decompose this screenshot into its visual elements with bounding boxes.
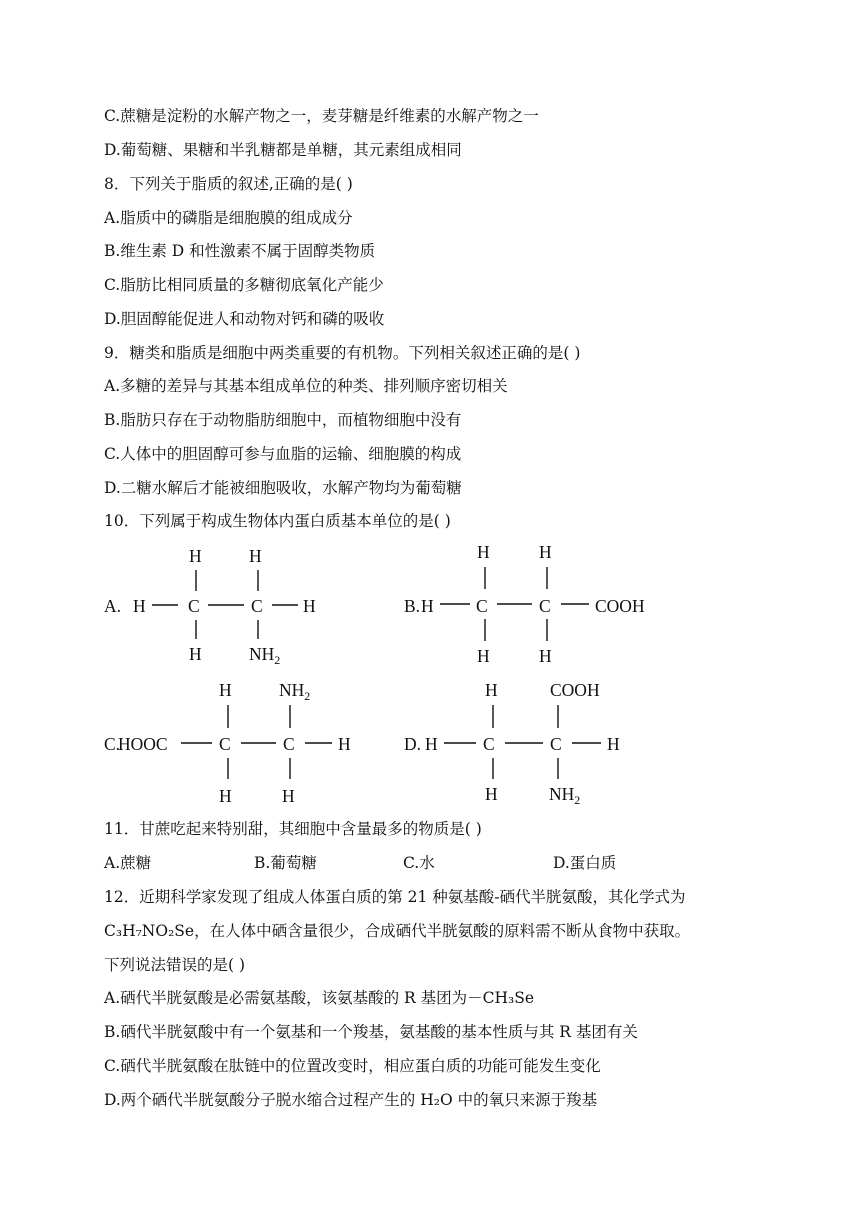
q12-option-a: A.硒代半胱氨酸是必需氨基酸，该氨基酸的 R 基团为－CH₃Se bbox=[104, 989, 535, 1007]
atom-c: C bbox=[283, 734, 295, 754]
atom-h: H bbox=[338, 734, 351, 754]
q9-option-b: B.脂肪只存在于动物脂肪细胞中，而植物细胞中没有 bbox=[104, 411, 462, 429]
group-cooh: COOH bbox=[595, 596, 645, 616]
q11-stem: 11．甘蔗吃起来特别甜，其细胞中含量最多的物质是( ) bbox=[104, 820, 482, 838]
group-nh2: $NH_2$ bbox=[279, 680, 311, 703]
atom-h: H bbox=[425, 734, 438, 754]
q8-option-d: D.胆固醇能促进人和动物对钙和磷的吸收 bbox=[104, 310, 385, 328]
q9-option-d: D.二糖水解后才能被细胞吸收，水解产物均为葡萄糖 bbox=[104, 479, 462, 497]
q12-stem-line2: C₃H₇NO₂Se，在人体中硒含量很少，合成硒代半胱氨酸的原料需不断从食物中获取。 bbox=[104, 922, 691, 940]
atom-h: H bbox=[477, 646, 490, 666]
q7-option-d: D.葡萄糖、果糖和半乳糖都是单糖，其元素组成相同 bbox=[104, 141, 462, 159]
atom-c: C bbox=[483, 734, 495, 754]
atom-h: H bbox=[539, 542, 552, 562]
atom-c: C bbox=[251, 596, 263, 616]
group-cooh: COOH bbox=[550, 680, 600, 700]
structure-c-label: C. bbox=[104, 734, 121, 754]
atom-h: H bbox=[421, 596, 434, 616]
atom-c: C bbox=[550, 734, 562, 754]
atom-c: C bbox=[539, 596, 551, 616]
q11-option-d: D.蛋白质 bbox=[553, 854, 617, 872]
atom-h: H bbox=[133, 596, 146, 616]
q12-stem-line3: 下列说法错误的是( ) bbox=[104, 956, 246, 974]
atom-h: H bbox=[607, 734, 620, 754]
structure-d bbox=[404, 680, 620, 807]
q9-option-c: C.人体中的胆固醇可参与血脂的运输、细胞膜的构成 bbox=[104, 445, 462, 463]
group-nh2: $NH_2$ bbox=[549, 784, 581, 807]
structure-a-label: A. bbox=[104, 596, 122, 616]
q10-structures bbox=[0, 536, 860, 811]
atom-h: H bbox=[477, 542, 490, 562]
atom-h: H bbox=[249, 546, 262, 566]
q11-option-c: C.水 bbox=[403, 854, 435, 872]
atom-h: H bbox=[485, 784, 498, 804]
structure-d-label: D. bbox=[404, 734, 422, 754]
q12-option-b: B.硒代半胱氨酸中有一个氨基和一个羧基，氨基酸的基本性质与其 R 基团有关 bbox=[104, 1023, 638, 1041]
group-hooc: HOOC bbox=[118, 734, 168, 754]
atom-c: C bbox=[476, 596, 488, 616]
q12-option-d: D.两个硒代半胱氨酸分子脱水缩合过程产生的 H₂O 中的氧只来源于羧基 bbox=[104, 1091, 598, 1109]
structure-b-label: B. bbox=[404, 596, 421, 616]
structure-b bbox=[404, 542, 645, 666]
q8-option-b: B.维生素 D 和性激素不属于固醇类物质 bbox=[104, 242, 376, 260]
group-nh2: $NH_2$ bbox=[249, 644, 281, 667]
atom-c: C bbox=[188, 596, 200, 616]
atom-h: H bbox=[189, 546, 202, 566]
q11-option-b: B.葡萄糖 bbox=[254, 854, 317, 872]
q12-stem-line1: 12．近期科学家发现了组成人体蛋白质的第 21 种氨基酸-硒代半胱氨酸，其化学式为 bbox=[104, 888, 686, 906]
q8-option-c: C.脂肪比相同质量的多糖彻底氧化产能少 bbox=[104, 276, 384, 294]
q7-option-c: C.蔗糖是淀粉的水解产物之一，麦芽糖是纤维素的水解产物之一 bbox=[104, 107, 539, 125]
atom-h: H bbox=[189, 644, 202, 664]
q12-option-c: C.硒代半胱氨酸在肽链中的位置改变时，相应蛋白质的功能可能发生变化 bbox=[104, 1057, 601, 1075]
q10-stem: 10．下列属于构成生物体内蛋白质基本单位的是( ) bbox=[104, 512, 451, 530]
q9-stem: 9．糖类和脂质是细胞中两类重要的有机物。下列相关叙述正确的是( ) bbox=[104, 344, 581, 362]
atom-h: H bbox=[485, 680, 498, 700]
atom-h: H bbox=[219, 786, 232, 806]
q9-option-a: A.多糖的差异与其基本组成单位的种类、排列顺序密切相关 bbox=[104, 377, 508, 395]
q8-stem: 8．下列关于脂质的叙述,正确的是( ) bbox=[104, 175, 353, 193]
structure-c bbox=[104, 680, 351, 806]
atom-h: H bbox=[303, 596, 316, 616]
q8-option-a: A.脂质中的磷脂是细胞膜的组成成分 bbox=[104, 209, 353, 227]
atom-c: C bbox=[219, 734, 231, 754]
atom-h: H bbox=[539, 646, 552, 666]
structure-a bbox=[104, 546, 316, 667]
q11-option-a: A.蔗糖 bbox=[104, 854, 152, 872]
atom-h: H bbox=[282, 786, 295, 806]
atom-h: H bbox=[219, 680, 232, 700]
